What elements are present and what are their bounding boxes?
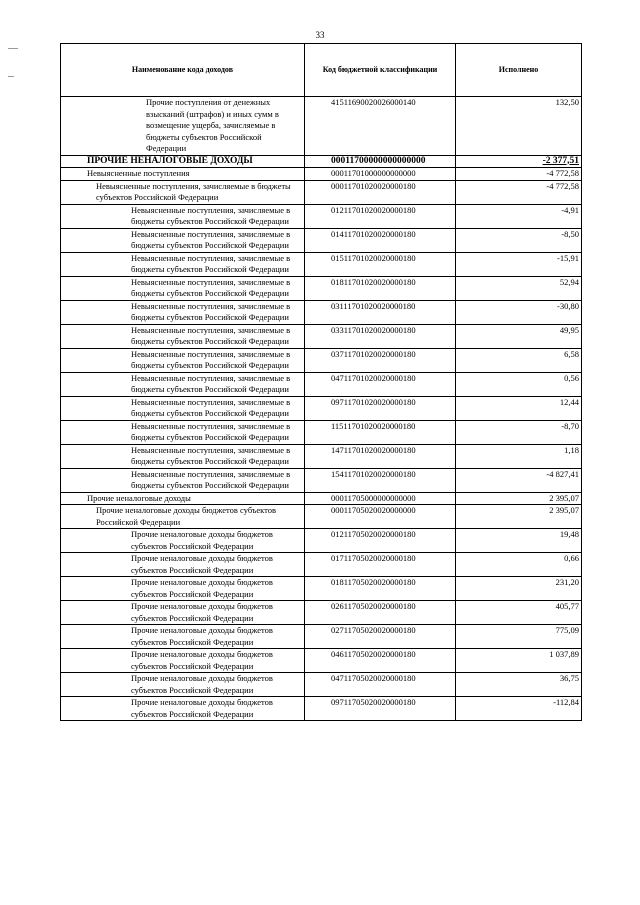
row-value-cell: 405,77 [456,601,582,625]
row-code-cell: 03111701020020000180 [305,300,456,324]
row-name-cell: Прочие поступления от денежных взысканий (штрафов) и иных сумм в возмещение ущерба, зачисляемые в бюджеты субъектов Российской Федерации [61,97,305,156]
row-name-cell: Невыясненные поступления, зачисляемые в бюджеты субъектов Российской Федерации [61,300,305,324]
table-row [61,529,582,553]
row-name-cell: Прочие неналоговые доходы бюджетов субъектов Российской Федерации [61,505,305,529]
revenue-table [60,43,582,721]
table-row [61,492,582,505]
table-row [61,396,582,420]
row-value-cell: 36,75 [456,673,582,697]
row-name-cell: Невыясненные поступления, зачисляемые в бюджеты субъектов Российской Федерации [61,468,305,492]
row-value-cell: -4 827,41 [456,468,582,492]
table-body [61,97,582,721]
row-name-cell: Прочие неналоговые доходы бюджетов субъектов Российской Федерации [61,577,305,601]
row-code-cell: 01211701020020000180 [305,204,456,228]
row-name-cell: Невыясненные поступления, зачисляемые в бюджеты субъектов Российской Федерации [61,180,305,204]
table-row [61,324,582,348]
row-name-cell: Невыясненные поступления, зачисляемые в бюджеты субъектов Российской Федерации [61,252,305,276]
page-number: 33 [315,30,325,40]
row-code-cell: 03311701020020000180 [305,324,456,348]
header-executed: Исполнено [456,44,582,97]
row-name-cell: Невыясненные поступления, зачисляемые в бюджеты субъектов Российской Федерации [61,372,305,396]
row-name-cell: Прочие неналоговые доходы бюджетов субъектов Российской Федерации [61,529,305,553]
row-code-cell: 01411701020020000180 [305,228,456,252]
row-value-cell: -8,50 [456,228,582,252]
table-row [61,420,582,444]
row-name-cell: Невыясненные поступления, зачисляемые в бюджеты субъектов Российской Федерации [61,396,305,420]
row-code-cell: 00011701020020000180 [305,180,456,204]
row-value-cell: 49,95 [456,324,582,348]
row-value-cell: 231,20 [456,577,582,601]
row-value-cell: 12,44 [456,396,582,420]
row-code-cell: 09711701020020000180 [305,396,456,420]
row-value-cell: 132,50 [456,97,582,156]
table-row [61,300,582,324]
row-code-cell: 03711701020020000180 [305,348,456,372]
row-value-cell: 1 037,89 [456,649,582,673]
row-value-cell: 19,48 [456,529,582,553]
row-name-cell: Прочие неналоговые доходы бюджетов субъектов Российской Федерации [61,625,305,649]
row-name-cell: Невыясненные поступления, зачисляемые в бюджеты субъектов Российской Федерации [61,324,305,348]
row-name-cell: Невыясненные поступления, зачисляемые в бюджеты субъектов Российской Федерации [61,348,305,372]
table-row [61,577,582,601]
row-name-cell: Прочие неналоговые доходы бюджетов субъектов Российской Федерации [61,649,305,673]
row-code-cell: 01511701020020000180 [305,252,456,276]
row-code-cell: 01711705020020000180 [305,553,456,577]
table-row [61,180,582,204]
row-name-cell: Прочие неналоговые доходы [61,492,305,505]
table-row [61,649,582,673]
table-row [61,444,582,468]
table-row [61,168,582,181]
row-value-cell: 6,58 [456,348,582,372]
table-row [61,625,582,649]
table-header-row [61,44,582,97]
row-name-cell: Прочие неналоговые доходы бюджетов субъектов Российской Федерации [61,601,305,625]
row-code-cell: 15411701020020000180 [305,468,456,492]
row-name-cell: Невыясненные поступления, зачисляемые в бюджеты субъектов Российской Федерации [61,444,305,468]
row-code-cell: 02611705020020000180 [305,601,456,625]
table-row [61,372,582,396]
row-name-cell: Прочие неналоговые доходы бюджетов субъектов Российской Федерации [61,553,305,577]
row-value-cell: -30,80 [456,300,582,324]
table-row [61,348,582,372]
row-value-cell: -4 772,58 [456,168,582,181]
table-row [61,553,582,577]
table-row [61,505,582,529]
header-name: Наименование кода доходов [61,44,305,97]
row-name-cell: Прочие неналоговые доходы бюджетов субъектов Российской Федерации [61,697,305,721]
row-value-cell: -8,70 [456,420,582,444]
row-value-cell: 2 395,07 [456,505,582,529]
table-row [61,97,582,156]
row-value-cell: 52,94 [456,276,582,300]
row-value-cell: -112,84 [456,697,582,721]
row-name-cell: Невыясненные поступления, зачисляемые в бюджеты субъектов Российской Федерации [61,276,305,300]
table-row [61,276,582,300]
row-code-cell: 09711705020020000180 [305,697,456,721]
row-name-cell: Невыясненные поступления [61,168,305,181]
row-code-cell: 14711701020020000180 [305,444,456,468]
row-value-cell: 2 395,07 [456,492,582,505]
table-row [61,155,582,168]
table-row [61,468,582,492]
row-code-cell: 04611705020020000180 [305,649,456,673]
row-code-cell: 04711701020020000180 [305,372,456,396]
row-code-cell: 00011705020020000000 [305,505,456,529]
row-code-cell: 01811701020020000180 [305,276,456,300]
table-row [61,204,582,228]
row-value-cell: -4,91 [456,204,582,228]
row-code-cell: 01811705020020000180 [305,577,456,601]
table-row [61,673,582,697]
table-row [61,252,582,276]
row-name-cell: Прочие неналоговые доходы бюджетов субъектов Российской Федерации [61,673,305,697]
row-code-cell: 00011700000000000000 [305,155,456,168]
row-value-cell: 1,18 [456,444,582,468]
row-value-cell: 0,56 [456,372,582,396]
row-code-cell: 00011705000000000000 [305,492,456,505]
header-code: Код бюджетной классификации [305,44,456,97]
table-row [61,228,582,252]
row-name-cell: Невыясненные поступления, зачисляемые в бюджеты субъектов Российской Федерации [61,420,305,444]
row-code-cell: 11511701020020000180 [305,420,456,444]
row-name-cell: Невыясненные поступления, зачисляемые в бюджеты субъектов Российской Федерации [61,204,305,228]
row-value-cell: -15,91 [456,252,582,276]
margin-mark [8,48,18,49]
row-value-cell: 0,66 [456,553,582,577]
row-name-cell: ПРОЧИЕ НЕНАЛОГОВЫЕ ДОХОДЫ [61,155,305,168]
row-value-cell: -4 772,58 [456,180,582,204]
row-value-cell: -2 377,51 [456,155,582,168]
row-code-cell: 00011701000000000000 [305,168,456,181]
row-code-cell: 01211705020020000180 [305,529,456,553]
row-name-cell: Невыясненные поступления, зачисляемые в бюджеты субъектов Российской Федерации [61,228,305,252]
row-code-cell: 41511690020026000140 [305,97,456,156]
row-value-cell: 775,09 [456,625,582,649]
margin-mark [8,76,14,77]
table-row [61,697,582,721]
row-code-cell: 04711705020020000180 [305,673,456,697]
table-row [61,601,582,625]
row-code-cell: 02711705020020000180 [305,625,456,649]
